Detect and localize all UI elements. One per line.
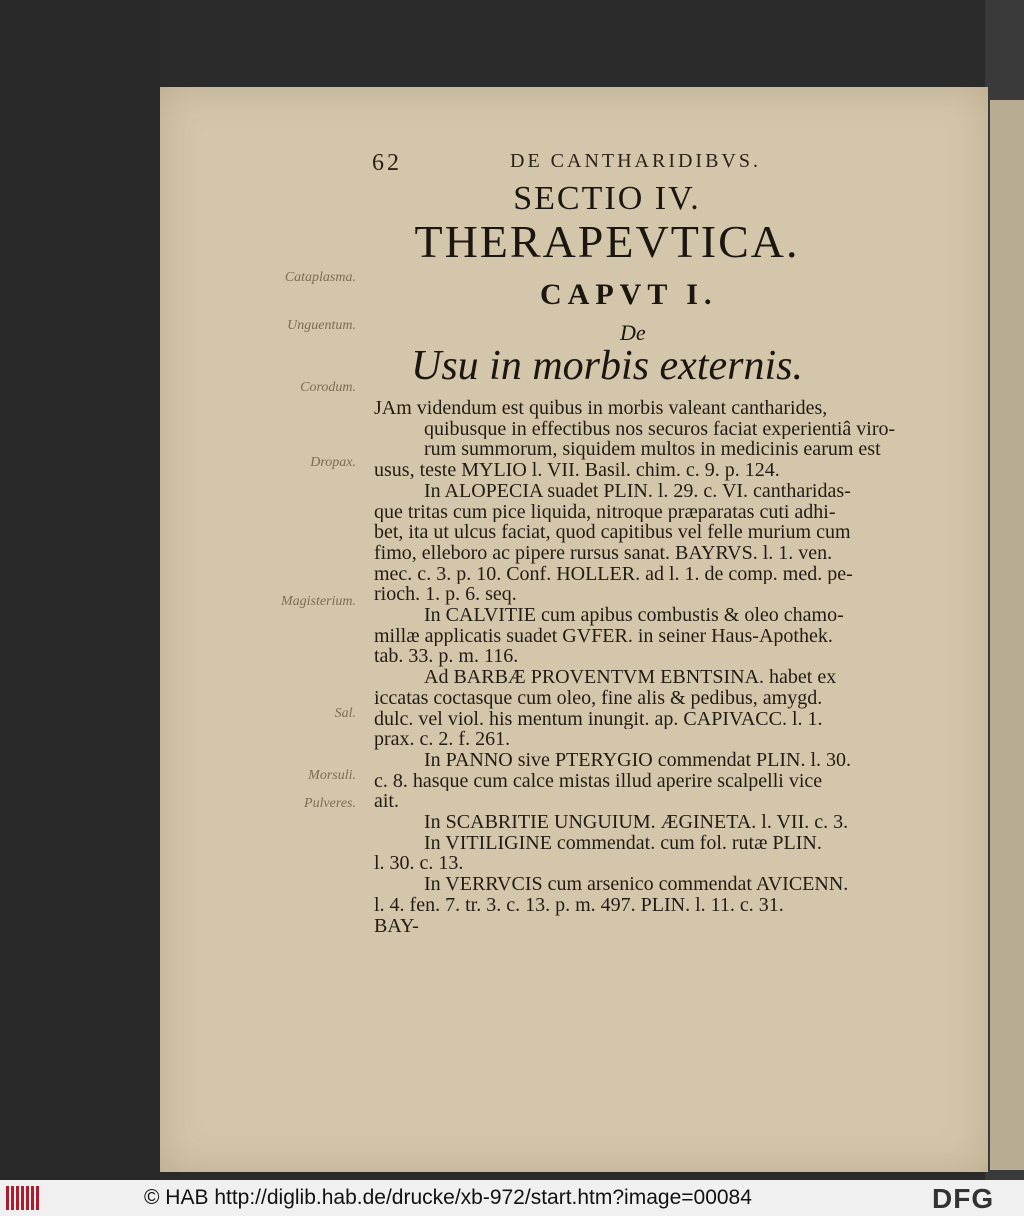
marginal-note: Unguentum. (287, 318, 356, 333)
text-line: fimo, elleboro ac pipere rursus sanat. BAYRVS. l. 1. ven. (374, 542, 833, 564)
text-line: bet, ita ut ulcus faciat, quod capitibus vel felle murium cum (374, 522, 851, 543)
text-line: rioch. 1. p. 6. seq. (374, 584, 517, 606)
text-line: millæ applicatis suadet GVFER. in seiner Haus-Apothek. (374, 625, 833, 647)
text-line: ait. (374, 791, 399, 813)
text-line: mec. c. 3. p. 10. Conf. HOLLER. ad l. 1. de comp. med. pe- (374, 563, 853, 585)
text-line: l. 30. c. 13. (374, 853, 464, 875)
text-line: In SCABRITIE UNGUIUM. ÆGINETA. l. VII. c. 3. (424, 812, 849, 833)
text-line: c. 8. hasque cum calce mistas illud aperire scalpelli vice (374, 770, 823, 792)
text-line: JAm videndum est quibus in morbis valeant cantharides, (374, 398, 828, 419)
text-line: iccatas coctasque cum oleo, fine alis & pedibus, amygd. (374, 687, 823, 709)
text-line: l. 4. fen. 7. tr. 3. c. 13. p. m. 497. PLIN. l. 11. c. 31. (374, 894, 784, 916)
running-title: DE CANTHARIDIBVS. (510, 150, 761, 172)
therapeutica-heading: THERAPEVTICA. (414, 216, 800, 267)
marginal-note: Morsuli. (308, 768, 356, 783)
subject-heading: Usu in morbis externis. (411, 343, 803, 389)
marginal-note: Corodum. (300, 380, 356, 395)
text-line: In PANNO sive PTERYGIO commendat PLIN. l. 30. (424, 749, 852, 771)
body-text (374, 398, 914, 936)
text-line: In VERRVCIS cum arsenico commendat AVICENN. (424, 874, 849, 895)
text-line: quibusque in effectibus nos securos faciat experientiâ viro- (424, 418, 896, 440)
marginal-note: Dropax. (310, 455, 356, 470)
text-line: In VITILIGINE commendat. cum fol. rutæ PLIN. (424, 832, 822, 854)
text-line: tab. 33. p. m. 116. (374, 646, 519, 668)
marginal-note: Magisterium. (280, 594, 356, 609)
text-line: In CALVITIE cum apibus combustis & oleo chamo- (424, 605, 844, 626)
text-line: dulc. vel viol. his mentum inungit. ap. CAPIVACC. l. 1. (374, 708, 823, 730)
dark-backdrop-left (0, 0, 160, 1180)
catchword: BAY- (374, 915, 419, 937)
viewer-footer (0, 1180, 1024, 1216)
text-line: rum summorum, siquidem multos in medicinis earum est (424, 439, 881, 461)
text-line: usus, teste MYLIO l. VII. Basil. chim. c. 9. p. 124. (374, 460, 780, 481)
page-number: 62 (372, 150, 402, 176)
copyright-link[interactable]: © HAB http://diglib.hab.de/drucke/xb-972/start.htm?image=00084 (144, 1186, 752, 1209)
text-line: que tritas cum pice liquida, nitroque præparatas cuti adhi- (374, 501, 836, 523)
text-line: Ad BARBÆ PROVENTVM EBNTSINA. habet ex (424, 667, 837, 688)
marginal-note: Sal. (334, 706, 356, 721)
de-heading: De (620, 320, 646, 345)
hab-logo-icon (6, 1186, 42, 1210)
caput-heading: CAPVT I. (540, 278, 718, 311)
marginal-note: Pulveres. (304, 796, 356, 811)
text-line: In ALOPECIA suadet PLIN. l. 29. c. VI. cantharidas- (424, 480, 851, 502)
section-heading: SECTIO IV. (513, 180, 701, 217)
dfg-logo: DFG (932, 1183, 995, 1214)
text-line: prax. c. 2. f. 261. (374, 729, 511, 750)
adjacent-page-edge (990, 100, 1024, 1170)
marginal-note: Cataplasma. (284, 270, 356, 285)
